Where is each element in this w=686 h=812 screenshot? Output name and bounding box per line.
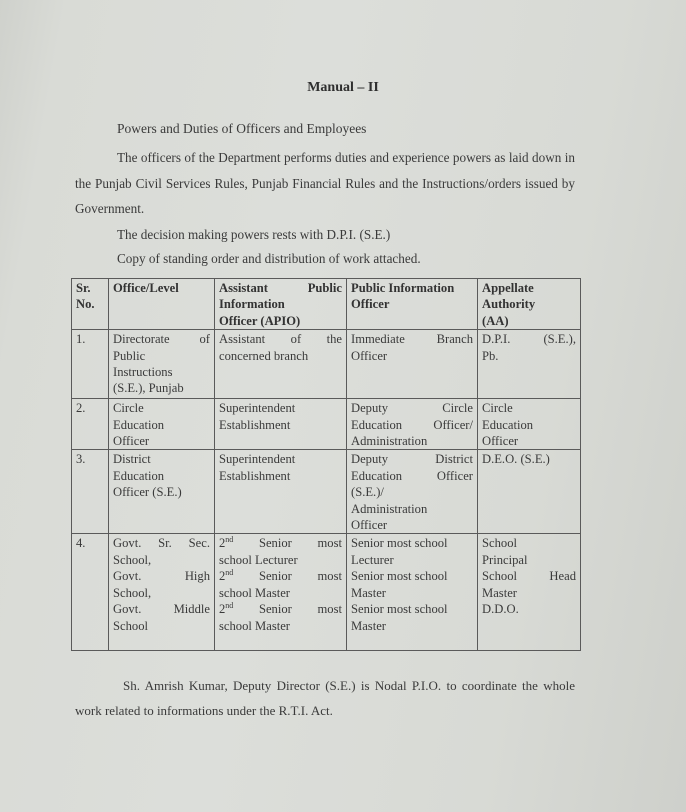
cell-line: Govt. High <box>113 569 210 584</box>
cell-office <box>109 399 215 450</box>
cell-line <box>219 601 342 617</box>
header-apio-line: Assistant Public <box>219 281 342 295</box>
cell-line: Govt. Sr. Sec. <box>113 536 210 551</box>
cell-line: Establishment <box>219 468 291 483</box>
cell-text: Senior most <box>258 602 342 617</box>
header-apio-line: Information <box>219 297 285 312</box>
table-row <box>72 399 581 450</box>
cell-line: School <box>113 618 148 633</box>
cell-line: Principal <box>482 552 528 567</box>
cell-line: School <box>482 536 517 551</box>
cell-line: Officer <box>351 518 388 533</box>
rti-officers-table <box>71 278 581 651</box>
ordinal-suffix: nd <box>225 600 234 610</box>
cell-line: Superintendent <box>219 401 296 416</box>
ordinal-suffix: nd <box>225 568 234 578</box>
cell-line: D.E.O. (S.E.) <box>482 452 550 467</box>
table-row <box>72 330 581 399</box>
header-pio-line: Officer <box>351 297 390 312</box>
cell-line: School, <box>113 552 152 567</box>
cell-line: Lecturer <box>351 552 394 567</box>
header-aa-line: Authority <box>482 297 536 312</box>
intro-paragraph: The officers of the Department performs duties and experience powers as laid down in the Punjab Civil Services Rules, Punjab Financial Rules and the Instructions/orders issued by Government. <box>75 150 575 216</box>
cell-pio <box>347 330 478 399</box>
cell-line: Circle <box>113 401 144 416</box>
ordinal-suffix: nd <box>225 535 234 545</box>
section-heading: Powers and Duties of Officers and Employees <box>117 121 367 136</box>
cell-line: Education Officer <box>351 468 473 483</box>
cell-sr: 4. <box>72 534 109 651</box>
cell-line: Master <box>351 585 386 600</box>
cell-sr: 2. <box>72 399 109 450</box>
cell-line: Officer (S.E.) <box>113 485 182 500</box>
cell-line: (S.E.)/ <box>351 485 384 500</box>
cell-aa <box>478 399 581 450</box>
cell-sr: 3. <box>72 450 109 534</box>
cell-pio <box>347 534 478 651</box>
cell-line: Superintendent <box>219 452 296 467</box>
cell-office <box>109 330 215 399</box>
cell-line: Administration <box>351 434 428 449</box>
cell-line: concerned branch <box>219 348 309 363</box>
table-row <box>72 450 581 534</box>
cell-apio <box>215 450 347 534</box>
cell-line: District <box>113 452 151 467</box>
cell-pio <box>347 450 478 534</box>
cell-line <box>219 568 342 584</box>
header-appellate-authority <box>478 279 581 330</box>
cell-line: Circle <box>482 401 513 416</box>
header-aa-line: Appellate <box>482 281 534 295</box>
cell-aa <box>478 330 581 399</box>
cell-line: Officer <box>113 434 150 449</box>
cell-line: (S.E.), Punjab <box>113 381 184 396</box>
ordinal-number: 2 <box>219 536 226 551</box>
header-pio-line: Public Information <box>351 281 455 295</box>
cell-line: Pb. <box>482 348 499 363</box>
cell-apio <box>215 534 347 651</box>
footer-paragraph: Sh. Amrish Kumar, Deputy Director (S.E.) is Nodal P.I.O. to coordinate the whole work related to informations under the R.T.I. Act. <box>75 678 575 718</box>
cell-line: school Master <box>219 585 290 600</box>
cell-apio <box>215 399 347 450</box>
header-apio-line: Officer (APIO) <box>219 313 301 328</box>
header-aa-line: (AA) <box>482 313 509 328</box>
cell-line: Officer <box>482 434 519 449</box>
cell-line: school Master <box>219 618 290 633</box>
cell-sr: 1. <box>72 330 109 399</box>
cell-line: Govt. Middle <box>113 602 210 617</box>
cell-line: Education <box>113 417 165 432</box>
cell-text: Senior most <box>258 536 342 551</box>
decision-line: The decision making powers rests with D.P.I. (S.E.) <box>117 227 391 242</box>
cell-line: Education <box>113 468 165 483</box>
cell-line: Master <box>482 585 517 600</box>
cell-line: School, <box>113 585 152 600</box>
cell-line: Directorate of <box>113 332 210 347</box>
copy-line: Copy of standing order and distribution of work attached. <box>117 251 421 266</box>
cell-line: Immediate Branch <box>351 332 473 347</box>
cell-aa <box>478 450 581 534</box>
cell-apio <box>215 330 347 399</box>
cell-line: Instructions <box>113 365 173 380</box>
cell-line: Education <box>482 417 534 432</box>
cell-line: Deputy Circle <box>351 401 473 416</box>
cell-line: Establishment <box>219 417 291 432</box>
cell-line: Senior most school <box>351 602 448 617</box>
cell-line: Education Officer/ <box>351 417 473 432</box>
table-row <box>72 534 581 651</box>
header-apio <box>215 279 347 330</box>
cell-office <box>109 534 215 651</box>
ordinal-number: 2 <box>219 569 226 584</box>
cell-line: D.D.O. <box>482 602 519 617</box>
page-title: Manual – II <box>307 80 379 95</box>
cell-pio <box>347 399 478 450</box>
ordinal-number: 2 <box>219 602 226 617</box>
cell-line: Officer <box>351 348 388 363</box>
header-sr-line: Sr. <box>76 281 91 295</box>
cell-line: Public <box>113 348 146 363</box>
cell-aa <box>478 534 581 651</box>
cell-line: school Lecturer <box>219 552 298 567</box>
header-sr-line: No. <box>76 297 95 312</box>
cell-line: Deputy District <box>351 452 473 467</box>
cell-line: Master <box>351 618 386 633</box>
cell-line <box>219 535 342 551</box>
header-sr-no <box>72 279 109 330</box>
cell-line: D.P.I. (S.E.), <box>482 332 576 347</box>
cell-line: Senior most school <box>351 569 448 584</box>
cell-office <box>109 450 215 534</box>
cell-line: Administration <box>351 501 428 516</box>
table-header-row <box>72 279 581 330</box>
header-office-level: Office/Level <box>109 279 215 330</box>
cell-line: School Head <box>482 569 576 584</box>
cell-text: Senior most <box>258 569 342 584</box>
header-pio <box>347 279 478 330</box>
cell-line: Senior most school <box>351 536 448 551</box>
cell-line: Assistant of the <box>219 332 342 347</box>
